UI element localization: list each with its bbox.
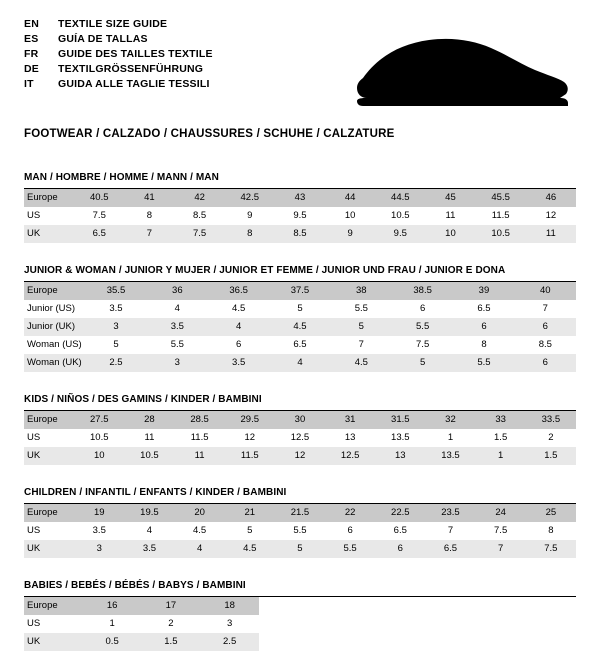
cell: 4 — [124, 522, 174, 540]
cell: 4 — [175, 540, 225, 558]
row-label: Europe — [24, 189, 74, 207]
cell: 13.5 — [375, 429, 425, 447]
cell: 10.5 — [375, 207, 425, 225]
cell: 36 — [147, 282, 208, 300]
section-kids — [24, 394, 576, 465]
cell: 6 — [375, 540, 425, 558]
cell: 3.5 — [124, 540, 174, 558]
cell: 1.5 — [476, 429, 526, 447]
row-label: Woman (US) — [24, 336, 85, 354]
cell: 42.5 — [225, 189, 275, 207]
cell: 1 — [425, 429, 475, 447]
cell: 44.5 — [375, 189, 425, 207]
cell: 19.5 — [124, 504, 174, 522]
cell: 10 — [325, 207, 375, 225]
cell: 4 — [269, 354, 330, 372]
row-label: Europe — [24, 282, 85, 300]
cell: 7.5 — [392, 336, 453, 354]
cell: 6.5 — [425, 540, 475, 558]
cell: 6 — [453, 318, 514, 336]
language-text: TEXTILE SIZE GUIDE — [58, 18, 168, 30]
language-text: GUIDA ALLE TAGLIE TESSILI — [58, 78, 210, 90]
cell: 6 — [515, 354, 576, 372]
row-label: Woman (UK) — [24, 354, 85, 372]
cell: 2.5 — [200, 633, 259, 651]
cell: 33.5 — [526, 411, 576, 429]
table-row — [24, 300, 576, 318]
cell: 16 — [83, 597, 142, 615]
cell: 6 — [392, 300, 453, 318]
cell: 4.5 — [175, 522, 225, 540]
cell: 12 — [225, 429, 275, 447]
cell: 43 — [275, 189, 325, 207]
cell: 45 — [425, 189, 475, 207]
cell: 5.5 — [331, 300, 392, 318]
cell: 41 — [124, 189, 174, 207]
cell: 24 — [476, 504, 526, 522]
cell: 4 — [208, 318, 269, 336]
cell: 5 — [392, 354, 453, 372]
cell: 22.5 — [375, 504, 425, 522]
row-label: Junior (UK) — [24, 318, 85, 336]
cell: 1.5 — [142, 633, 201, 651]
cell: 36.5 — [208, 282, 269, 300]
cell: 7.5 — [175, 225, 225, 243]
row-label: UK — [24, 633, 83, 651]
language-title-body — [24, 18, 213, 93]
cell: 3 — [74, 540, 124, 558]
cell: 5 — [331, 318, 392, 336]
table-row — [24, 354, 576, 372]
cell: 8 — [124, 207, 174, 225]
cell: 38 — [331, 282, 392, 300]
cell: 11.5 — [225, 447, 275, 465]
cell: 3.5 — [74, 522, 124, 540]
cell: 28.5 — [175, 411, 225, 429]
table-row — [24, 429, 576, 447]
cell: 42 — [175, 189, 225, 207]
cell: 7 — [476, 540, 526, 558]
cell: 35.5 — [85, 282, 146, 300]
table-row — [24, 207, 576, 225]
row-label: UK — [24, 225, 74, 243]
cell: 18 — [200, 597, 259, 615]
cell: 44 — [325, 189, 375, 207]
cell: 8.5 — [275, 225, 325, 243]
cell: 9 — [325, 225, 375, 243]
row-label: Europe — [24, 597, 83, 615]
table-row — [24, 540, 576, 558]
footwear-section-title: FOOTWEAR / CALZADO / CHAUSSURES / SCHUHE / CALZATURE — [24, 128, 395, 140]
cell: 28 — [124, 411, 174, 429]
row-label: US — [24, 522, 74, 540]
language-title-list — [24, 18, 213, 93]
cell: 21 — [225, 504, 275, 522]
cell: 4.5 — [208, 300, 269, 318]
cell: 9.5 — [275, 207, 325, 225]
language-row — [24, 63, 213, 78]
cell: 3 — [200, 615, 259, 633]
language-code: ES — [24, 33, 39, 45]
cell: 20 — [175, 504, 225, 522]
cell: 30 — [275, 411, 325, 429]
language-code: IT — [24, 78, 34, 90]
cell: 9.5 — [375, 225, 425, 243]
cell: 5.5 — [325, 540, 375, 558]
section-man — [24, 172, 576, 243]
cell: 13.5 — [425, 447, 475, 465]
cell: 10 — [425, 225, 475, 243]
cell: 6.5 — [375, 522, 425, 540]
cell: 5 — [269, 300, 330, 318]
cell: 7.5 — [476, 522, 526, 540]
cell: 3.5 — [85, 300, 146, 318]
language-row — [24, 33, 213, 48]
cell: 10.5 — [74, 429, 124, 447]
table-row — [24, 225, 576, 243]
cell: 4 — [147, 300, 208, 318]
cell: 6 — [325, 522, 375, 540]
cell: 13 — [375, 447, 425, 465]
table-row — [24, 318, 576, 336]
cell: 1 — [83, 615, 142, 633]
cell: 23.5 — [425, 504, 475, 522]
language-code: EN — [24, 18, 39, 30]
cell: 11 — [526, 225, 576, 243]
cell: 40 — [515, 282, 576, 300]
cell: 1 — [476, 447, 526, 465]
table-row — [24, 189, 576, 207]
dress-shoe-icon — [355, 32, 570, 110]
cell: 38.5 — [392, 282, 453, 300]
cell: 11.5 — [175, 429, 225, 447]
language-row — [24, 78, 213, 93]
table-row — [24, 411, 576, 429]
cell: 7 — [515, 300, 576, 318]
cell: 32 — [425, 411, 475, 429]
cell: 7 — [331, 336, 392, 354]
table-row — [24, 504, 576, 522]
cell: 11 — [425, 207, 475, 225]
cell: 10.5 — [476, 225, 526, 243]
section-title: BABIES / BEBÉS / BÉBÉS / BABYS / BAMBINI — [24, 580, 576, 597]
language-row — [24, 48, 213, 63]
cell: 8 — [225, 225, 275, 243]
cell: 37.5 — [269, 282, 330, 300]
language-code: DE — [24, 63, 39, 75]
cell: 11.5 — [476, 207, 526, 225]
language-code: FR — [24, 48, 39, 60]
table-row — [24, 615, 259, 633]
row-label: Europe — [24, 504, 74, 522]
cell: 5.5 — [275, 522, 325, 540]
row-label: US — [24, 615, 83, 633]
cell: 27.5 — [74, 411, 124, 429]
cell: 6 — [515, 318, 576, 336]
section-junior-woman — [24, 265, 576, 372]
cell: 8.5 — [175, 207, 225, 225]
section-babies — [24, 580, 576, 651]
cell: 12 — [275, 447, 325, 465]
table-row — [24, 522, 576, 540]
table-row — [24, 633, 259, 651]
cell: 17 — [142, 597, 201, 615]
cell: 5 — [225, 522, 275, 540]
cell: 7 — [124, 225, 174, 243]
cell: 5 — [275, 540, 325, 558]
cell: 2 — [142, 615, 201, 633]
cell: 6.5 — [74, 225, 124, 243]
size-table-children — [24, 504, 576, 558]
cell: 3.5 — [208, 354, 269, 372]
cell: 31.5 — [375, 411, 425, 429]
table-row — [24, 282, 576, 300]
cell: 13 — [325, 429, 375, 447]
cell: 8 — [526, 522, 576, 540]
cell: 1.5 — [526, 447, 576, 465]
cell: 19 — [74, 504, 124, 522]
table-row — [24, 447, 576, 465]
row-label: US — [24, 207, 74, 225]
cell: 6.5 — [453, 300, 514, 318]
row-label: US — [24, 429, 74, 447]
cell: 40.5 — [74, 189, 124, 207]
language-text: GUIDE DES TAILLES TEXTILE — [58, 48, 213, 60]
language-text: GUÍA DE TALLAS — [58, 33, 148, 45]
section-children — [24, 487, 576, 558]
row-label: Junior (US) — [24, 300, 85, 318]
cell: 39 — [453, 282, 514, 300]
cell: 45.5 — [476, 189, 526, 207]
cell: 5 — [85, 336, 146, 354]
cell: 46 — [526, 189, 576, 207]
document-header — [24, 18, 576, 114]
cell: 29.5 — [225, 411, 275, 429]
language-text: TEXTILGRÖSSENFÜHRUNG — [58, 63, 204, 75]
cell: 0.5 — [83, 633, 142, 651]
cell: 4.5 — [269, 318, 330, 336]
cell: 7.5 — [74, 207, 124, 225]
cell: 6 — [208, 336, 269, 354]
section-title: KIDS / NIÑOS / DES GAMINS / KINDER / BAMBINI — [24, 394, 576, 411]
cell: 4.5 — [331, 354, 392, 372]
cell: 5.5 — [147, 336, 208, 354]
section-title: MAN / HOMBRE / HOMME / MANN / MAN — [24, 172, 576, 189]
row-label: UK — [24, 540, 74, 558]
cell: 21.5 — [275, 504, 325, 522]
row-label: UK — [24, 447, 74, 465]
cell: 31 — [325, 411, 375, 429]
language-row — [24, 18, 213, 33]
cell: 4.5 — [225, 540, 275, 558]
section-title: CHILDREN / INFANTIL / ENFANTS / KINDER / BAMBINI — [24, 487, 576, 504]
section-title: JUNIOR & WOMAN / JUNIOR Y MUJER / JUNIOR ET FEMME / JUNIOR UND FRAU / JUNIOR E DONA — [24, 265, 576, 282]
cell: 7 — [425, 522, 475, 540]
cell: 22 — [325, 504, 375, 522]
cell: 10 — [74, 447, 124, 465]
cell: 5.5 — [453, 354, 514, 372]
cell: 3 — [147, 354, 208, 372]
table-row — [24, 336, 576, 354]
cell: 9 — [225, 207, 275, 225]
size-table-man — [24, 189, 576, 243]
cell: 11 — [124, 429, 174, 447]
cell: 10.5 — [124, 447, 174, 465]
cell: 6.5 — [269, 336, 330, 354]
cell: 12.5 — [275, 429, 325, 447]
cell: 3 — [85, 318, 146, 336]
cell: 3.5 — [147, 318, 208, 336]
size-table-babies — [24, 597, 259, 651]
cell: 8 — [453, 336, 514, 354]
cell: 5.5 — [392, 318, 453, 336]
size-table-junior-woman — [24, 282, 576, 372]
row-label: Europe — [24, 411, 74, 429]
cell: 12 — [526, 207, 576, 225]
cell: 8.5 — [515, 336, 576, 354]
cell: 12.5 — [325, 447, 375, 465]
cell: 2 — [526, 429, 576, 447]
cell: 11 — [175, 447, 225, 465]
cell: 2.5 — [85, 354, 146, 372]
cell: 7.5 — [526, 540, 576, 558]
size-table-kids — [24, 411, 576, 465]
cell: 25 — [526, 504, 576, 522]
cell: 33 — [476, 411, 526, 429]
